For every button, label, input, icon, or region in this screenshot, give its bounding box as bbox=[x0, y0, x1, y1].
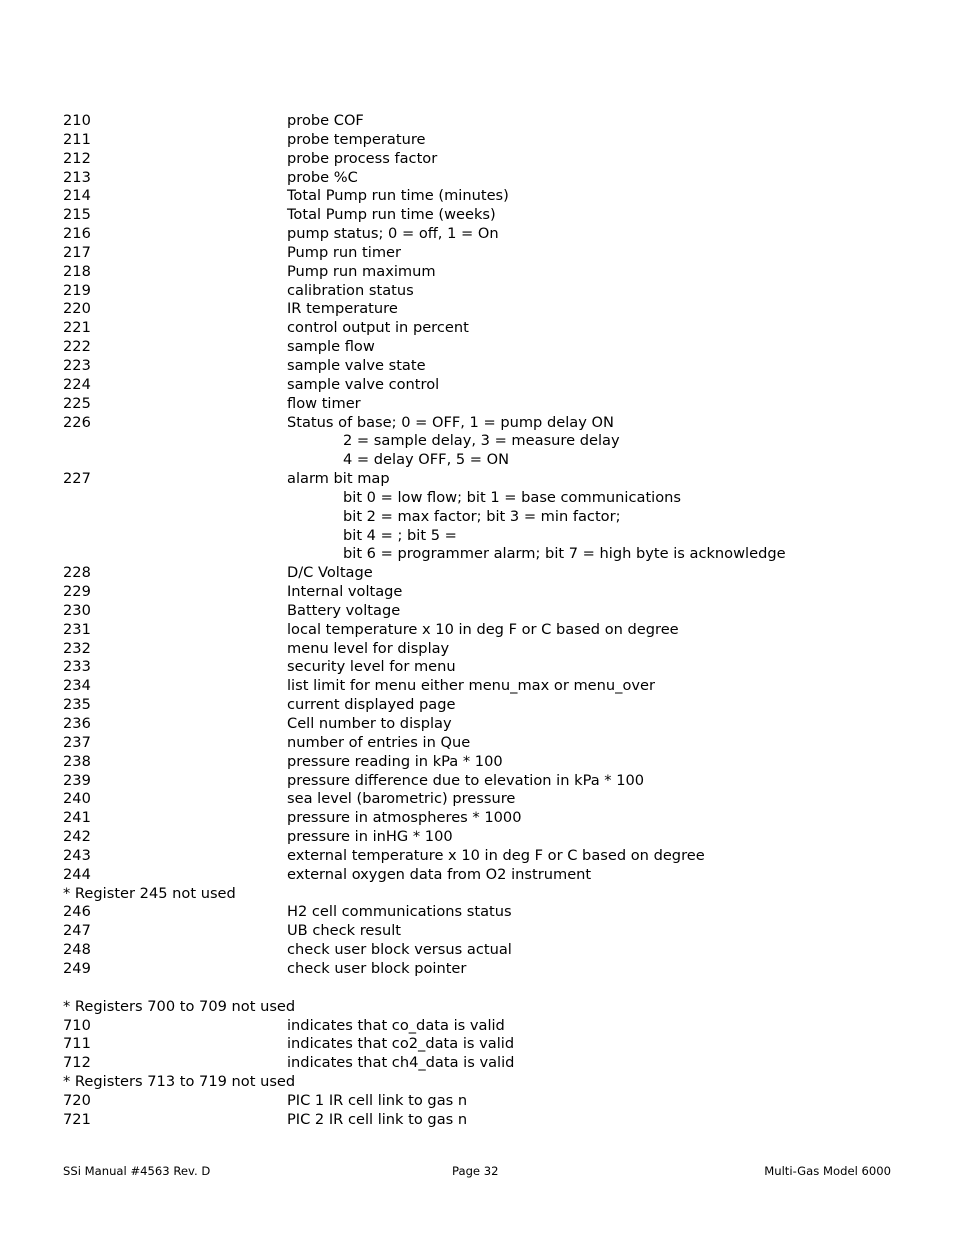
register-number: 711 bbox=[63, 1035, 91, 1053]
register-row bbox=[63, 922, 903, 941]
register-row bbox=[63, 319, 903, 338]
register-row bbox=[63, 338, 903, 357]
register-number: 218 bbox=[63, 262, 91, 280]
register-row bbox=[63, 357, 903, 376]
register-row bbox=[63, 772, 903, 791]
register-row bbox=[63, 847, 903, 866]
register-description: bit 6 = programmer alarm; bit 7 = high byte is acknowledge bbox=[343, 545, 786, 563]
register-description: Total Pump run time (weeks) bbox=[287, 206, 496, 224]
register-note bbox=[63, 885, 903, 904]
register-number: 227 bbox=[63, 470, 91, 488]
register-row bbox=[63, 187, 903, 206]
register-description: sample valve state bbox=[287, 356, 426, 374]
register-note bbox=[63, 1073, 903, 1092]
register-row bbox=[63, 583, 903, 602]
register-number: 229 bbox=[63, 583, 91, 601]
register-row bbox=[63, 734, 903, 753]
register-number: 233 bbox=[63, 658, 91, 676]
register-number: 225 bbox=[63, 394, 91, 412]
register-row bbox=[63, 169, 903, 188]
register-description: alarm bit map bbox=[287, 470, 390, 488]
register-description: indicates that co2_data is valid bbox=[287, 1035, 515, 1053]
register-row bbox=[63, 1054, 903, 1073]
register-description: Pump run timer bbox=[287, 243, 402, 261]
register-description: sample valve control bbox=[287, 375, 440, 393]
register-number: 214 bbox=[63, 187, 91, 205]
register-number: 247 bbox=[63, 922, 91, 940]
register-note bbox=[63, 998, 903, 1017]
register-row-continuation bbox=[63, 451, 903, 470]
register-row bbox=[63, 866, 903, 885]
register-number: 212 bbox=[63, 149, 91, 167]
register-description: UB check result bbox=[287, 922, 401, 940]
register-description: calibration status bbox=[287, 281, 414, 299]
register-description: bit 2 = max factor; bit 3 = min factor; bbox=[343, 507, 621, 525]
register-row bbox=[63, 150, 903, 169]
register-number: 712 bbox=[63, 1054, 91, 1072]
register-row bbox=[63, 1035, 903, 1054]
register-number: 241 bbox=[63, 809, 91, 827]
register-row bbox=[63, 376, 903, 395]
register-description: bit 4 = ; bit 5 = bbox=[343, 526, 457, 544]
register-number: 217 bbox=[63, 243, 91, 261]
register-number: 720 bbox=[63, 1091, 91, 1109]
register-row bbox=[63, 809, 903, 828]
register-description: indicates that ch4_data is valid bbox=[287, 1054, 515, 1072]
register-row-continuation bbox=[63, 508, 903, 527]
register-number: 219 bbox=[63, 281, 91, 299]
register-number: 234 bbox=[63, 677, 91, 695]
register-row bbox=[63, 206, 903, 225]
register-row-continuation bbox=[63, 489, 903, 508]
register-row bbox=[63, 263, 903, 282]
register-description: pump status; 0 = off, 1 = On bbox=[287, 225, 499, 243]
register-row bbox=[63, 1111, 903, 1130]
register-number: 231 bbox=[63, 620, 91, 638]
register-number: 228 bbox=[63, 564, 91, 582]
register-number: 226 bbox=[63, 413, 91, 431]
footer-model-name: Multi-Gas Model 6000 bbox=[764, 1164, 891, 1178]
register-description: pressure reading in kPa * 100 bbox=[287, 752, 503, 770]
register-number: 721 bbox=[63, 1110, 91, 1128]
register-description: Status of base; 0 = OFF, 1 = pump delay ON bbox=[287, 413, 614, 431]
register-row bbox=[63, 112, 903, 131]
register-row bbox=[63, 941, 903, 960]
register-description: security level for menu bbox=[287, 658, 456, 676]
register-description: sea level (barometric) pressure bbox=[287, 790, 516, 808]
register-row-continuation bbox=[63, 545, 903, 564]
register-row bbox=[63, 658, 903, 677]
register-description: probe COF bbox=[287, 112, 364, 129]
register-row-continuation bbox=[63, 432, 903, 451]
register-number: 232 bbox=[63, 639, 91, 657]
register-description: probe process factor bbox=[287, 149, 438, 167]
register-description: IR temperature bbox=[287, 300, 398, 318]
footer-manual-id: SSi Manual #4563 Rev. D bbox=[63, 1164, 211, 1178]
register-description: probe %C bbox=[287, 168, 358, 186]
register-description: Total Pump run time (minutes) bbox=[287, 187, 509, 205]
register-row bbox=[63, 790, 903, 809]
register-description: 2 = sample delay, 3 = measure delay bbox=[343, 432, 620, 450]
register-description: Battery voltage bbox=[287, 601, 401, 619]
register-description: H2 cell communications status bbox=[287, 903, 512, 921]
register-description: number of entries in Que bbox=[287, 733, 471, 751]
register-description: check user block versus actual bbox=[287, 941, 512, 959]
register-row bbox=[63, 564, 903, 583]
register-table bbox=[63, 112, 903, 1130]
register-description: external oxygen data from O2 instrument bbox=[287, 865, 592, 883]
page-footer bbox=[0, 1162, 954, 1180]
note-text: * Registers 700 to 709 not used bbox=[63, 997, 296, 1015]
register-row bbox=[63, 903, 903, 922]
register-description: check user block pointer bbox=[287, 959, 467, 977]
register-number: 221 bbox=[63, 319, 91, 337]
register-row bbox=[63, 677, 903, 696]
register-number: 230 bbox=[63, 601, 91, 619]
register-description: flow timer bbox=[287, 394, 361, 412]
register-description: bit 0 = low flow; bit 1 = base communications bbox=[343, 488, 682, 506]
register-number: 222 bbox=[63, 338, 91, 356]
register-number: 223 bbox=[63, 356, 91, 374]
register-number: 235 bbox=[63, 696, 91, 714]
register-number: 224 bbox=[63, 375, 91, 393]
register-description: indicates that co_data is valid bbox=[287, 1016, 505, 1034]
register-number: 248 bbox=[63, 941, 91, 959]
register-row bbox=[63, 828, 903, 847]
register-row bbox=[63, 640, 903, 659]
register-number: 238 bbox=[63, 752, 91, 770]
register-row-continuation bbox=[63, 527, 903, 546]
register-description: current displayed page bbox=[287, 696, 456, 714]
register-row bbox=[63, 621, 903, 640]
register-number: 213 bbox=[63, 168, 91, 186]
register-row bbox=[63, 602, 903, 621]
register-row bbox=[63, 282, 903, 301]
register-row bbox=[63, 131, 903, 150]
register-description: D/C Voltage bbox=[287, 564, 373, 582]
spacer bbox=[63, 979, 903, 998]
note-text: * Registers 713 to 719 not used bbox=[63, 1073, 296, 1091]
register-description: 4 = delay OFF, 5 = ON bbox=[343, 451, 510, 469]
register-description: pressure difference due to elevation in kPa * 100 bbox=[287, 771, 645, 789]
register-number: 239 bbox=[63, 771, 91, 789]
register-row bbox=[63, 300, 903, 319]
register-number: 215 bbox=[63, 206, 91, 224]
register-row bbox=[63, 1092, 903, 1111]
register-row bbox=[63, 715, 903, 734]
register-row bbox=[63, 960, 903, 979]
register-number: 246 bbox=[63, 903, 91, 921]
register-row bbox=[63, 414, 903, 433]
register-number: 236 bbox=[63, 715, 91, 732]
register-row bbox=[63, 1017, 903, 1036]
register-description: sample flow bbox=[287, 338, 375, 356]
register-description: local temperature x 10 in deg F or C based on degree bbox=[287, 620, 679, 638]
register-description: probe temperature bbox=[287, 130, 426, 148]
register-description: external temperature x 10 in deg F or C based on degree bbox=[287, 846, 705, 864]
register-description: control output in percent bbox=[287, 319, 469, 337]
register-row bbox=[63, 395, 903, 414]
register-description: pressure in atmospheres * 1000 bbox=[287, 809, 522, 827]
register-row bbox=[63, 753, 903, 772]
register-description: Cell number to display bbox=[287, 715, 452, 732]
register-row bbox=[63, 244, 903, 263]
register-number: 249 bbox=[63, 959, 91, 977]
register-number: 211 bbox=[63, 130, 91, 148]
register-description: PIC 1 IR cell link to gas n bbox=[287, 1091, 468, 1109]
note-text: * Register 245 not used bbox=[63, 884, 236, 902]
register-description: list limit for menu either menu_max or menu_over bbox=[287, 677, 656, 695]
footer-page-number: Page 32 bbox=[452, 1164, 499, 1178]
register-row bbox=[63, 696, 903, 715]
register-number: 243 bbox=[63, 846, 91, 864]
register-number: 242 bbox=[63, 828, 91, 846]
register-number: 710 bbox=[63, 1016, 91, 1034]
register-description: PIC 2 IR cell link to gas n bbox=[287, 1110, 468, 1128]
register-number: 210 bbox=[63, 112, 91, 129]
register-number: 240 bbox=[63, 790, 91, 808]
register-number: 220 bbox=[63, 300, 91, 318]
register-number: 244 bbox=[63, 865, 91, 883]
register-description: menu level for display bbox=[287, 639, 450, 657]
register-row bbox=[63, 225, 903, 244]
register-row bbox=[63, 470, 903, 489]
register-description: pressure in inHG * 100 bbox=[287, 828, 453, 846]
register-description: Internal voltage bbox=[287, 583, 403, 601]
register-number: 216 bbox=[63, 225, 91, 243]
register-number: 237 bbox=[63, 733, 91, 751]
register-description: Pump run maximum bbox=[287, 262, 436, 280]
